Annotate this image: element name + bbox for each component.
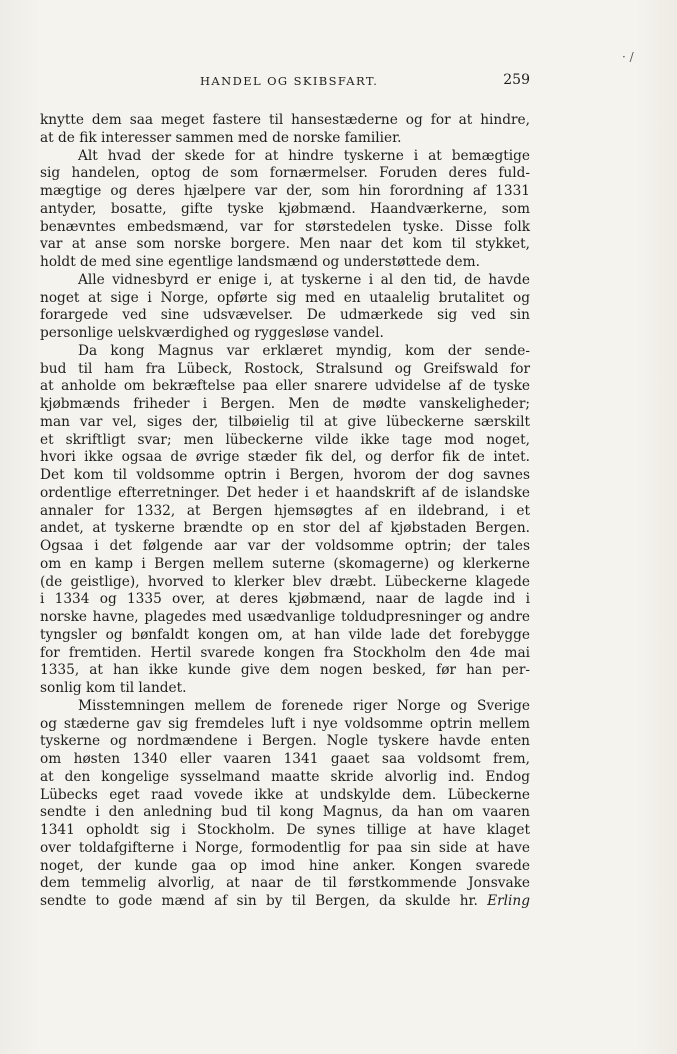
text-line: man var vel, siges der, tilbøielig til at give lübeckerne særskilt [40,413,530,430]
text-line: (de geistlige), hvorved to klerker blev dræbt. Lübeckerne klagede [40,573,530,590]
text-line: og stæderne gav sig fremdeles luft i nye voldsomme optrin mellem [40,715,530,732]
text-line-final [40,893,530,911]
text-line: sig handelen, optog de som fornærmelser. Foruden deres fuld- [40,165,530,182]
text-line: knytte dem saa meget fastere til hansestæderne og for at hindre, [40,112,530,128]
body-text [40,112,530,911]
text-line: over toldafgifterne i Norge, formodentlig for paa sin side at have [40,839,530,856]
text-line: personlige uelskværdighed og ryggesløse vandel. [40,325,384,341]
text-line: om høsten 1340 eller vaaren 1341 gaaet saa voldsomt frem, [40,751,530,767]
text-line: holdt de med sine egentlige landsmænd og understøttede dem. [40,254,480,270]
paragraph [40,272,530,343]
text-line: sendte i den anledning bud til kong Magnus, da han om vaaren [40,804,530,821]
page-number: 259 [503,72,530,88]
text-line: antyder, bosatte, gifte tyske kjøbmænd. Haandværkerne, som [40,200,530,217]
text-line: forargede ved sine udsvævelser. De udmærkede sig ved sin [40,307,530,324]
text-line: Alt hvad der skede for at hindre tyskerne i at bemægtige [78,147,530,164]
text-line: sonlig kom til landet. [40,680,187,696]
text-line: Alle vidnesbyrd er enige i, at tyskerne i al den tid, de havde [78,271,530,288]
text-line: at anholde om bekræftelse paa eller snarere udvidelse af de tyske [40,378,530,395]
italic-name: Erling [487,893,530,909]
text-line: var at anse som norske borgere. Men naar det kom til stykket, [40,236,530,253]
text-line: noget, der kunde gaa op imod hine anker. Kongen svarede [40,857,530,874]
text-line: noget at sige i Norge, opførte sig med en utaalelig brutalitet og [40,289,530,306]
text-line: hvori ikke ogsaa de øvrige stæder fik del, og derfor fik de intet. [40,449,530,466]
text-line: for fremtiden. Hertil svarede kongen fra Stockholm den 4de mai [40,644,530,661]
text-line: et skriftligt svar; men lübeckerne vilde ikke tage mod noget, [40,431,530,448]
text-line: 1335, at han ikke kunde give dem nogen besked, før han per- [40,662,530,679]
text-line: i 1334 og 1335 over, at deres kjøbmænd, naar de lagde ind i [40,591,530,608]
text-line: bud til ham fra Lübeck, Rostock, Stralsund og Greifswald for [40,360,530,377]
text-line: mægtige og deres hjælpere var der, som hin forordning af 1331 [40,183,530,199]
text-line: 1341 opholdt sig i Stockholm. De synes tillige at have klaget [40,822,530,838]
margin-pencil-mark: · / [622,50,634,64]
text-line: benævntes embedsmænd, var for størstedelen tyske. Disse folk [40,218,530,235]
text-line: tyskerne og nordmændene i Bergen. Nogle tyskere havde enten [40,733,530,750]
text-line: ordentlige efterretninger. Det heder i et haandskrift af de islandske [40,484,530,501]
text-line: Lübecks eget raad vovede ikke at undskylde dem. Lübeckerne [40,786,530,803]
text-line: tyngsler og bønfaldt kongen om, at han vilde lade det forebygge [40,626,530,643]
paragraph [40,698,530,911]
paragraph [40,343,530,698]
text-line: at den kongelige sysselmand maatte skride alvorlig ind. Endog [40,768,530,785]
paragraph [40,148,530,272]
text-line: norske havne, plagedes med usædvanlige toldudpresninger og andre [40,609,530,625]
text-line: Misstemningen mellem de forenede riger Norge og Sverige [78,697,530,714]
text-line: Da kong Magnus var erklæret myndig, kom der sende- [78,342,530,359]
text-line: Det kom til voldsomme optrin i Bergen, hvorom der dog savnes [40,467,530,483]
text-line: at de fik interesser sammen med de norske familier. [40,129,402,146]
text-line: kjøbmænds friheder i Bergen. Men de mødte vanskeligheder; [40,396,530,412]
text-line: andet, at tyskerne brændte op en stor del af kjøbstaden Bergen. [40,520,530,537]
final-line-text: sendte to gode mænd af sin by til Bergen, da skulde hr. [40,893,478,909]
text-line: annaler for 1332, at Bergen hjemsøgtes af en ildebrand, i et [40,502,530,519]
text-line: dem temmelig alvorlig, at naar de til førstkommende Jonsvake [40,875,530,892]
page-header [40,74,530,94]
text-line: om en kamp i Bergen mellem suterne (skomagerne) og klerkerne [40,555,530,572]
running-title: HANDEL OG SKIBSFART. [200,74,379,88]
text-line: Ogsaa i det følgende aar var der voldsomme optrin; der tales [40,538,530,554]
paragraph [40,112,530,148]
